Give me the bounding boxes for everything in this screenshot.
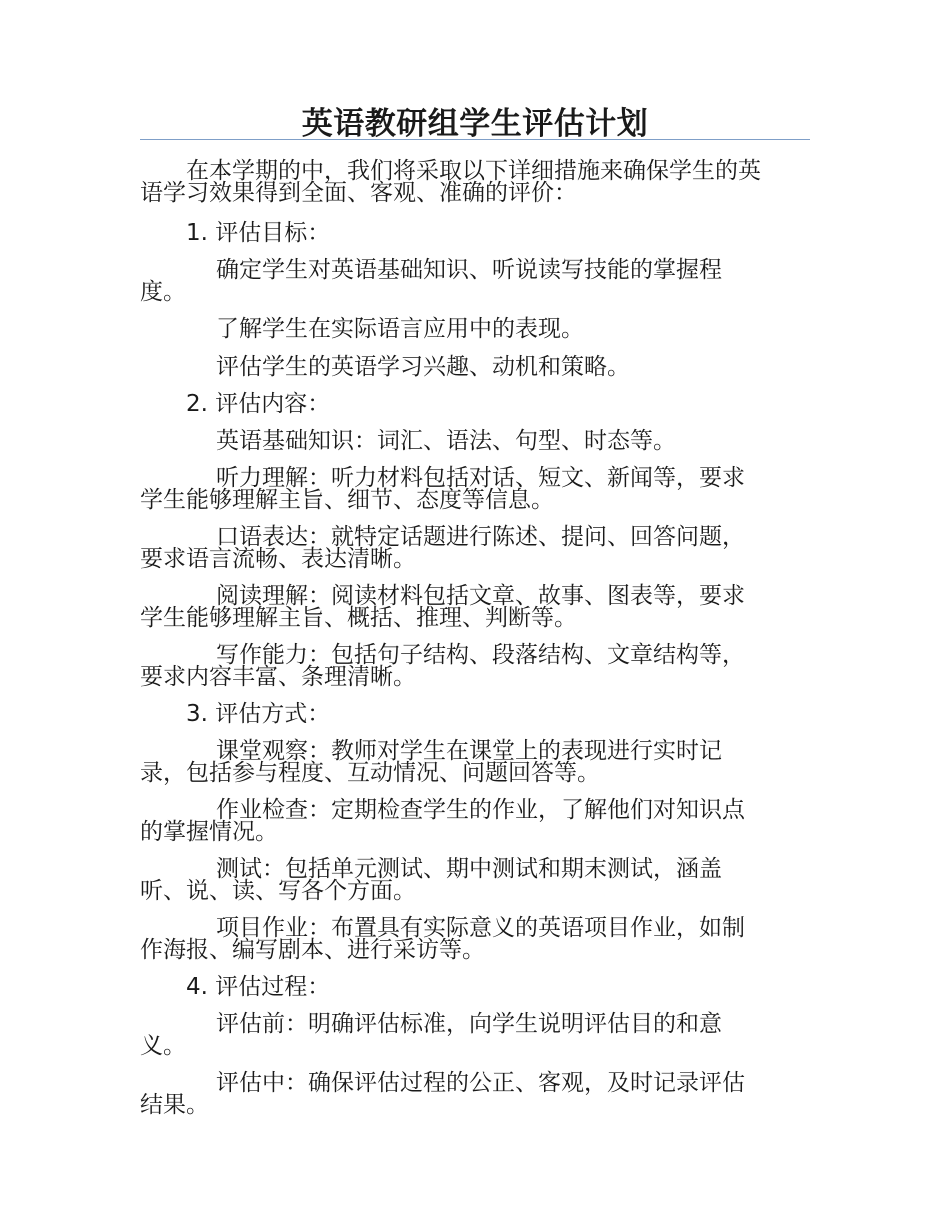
- list-item: 阅读理解：阅读材料包括文章、故事、图表等，要求 学生能够理解主旨、概括、推理、判断等。: [140, 583, 745, 631]
- list-item: 评估中：确保评估过程的公正、客观，及时记录评估 结果。: [140, 1070, 745, 1118]
- section-heading-1: 1. 评估目标：: [186, 220, 331, 246]
- list-item: 课堂观察：教师对学生在课堂上的表现进行实时记 录，包括参与程度、互动情况、问题回答等。: [140, 738, 722, 786]
- list-item: 评估学生的英语学习兴趣、动机和策略。: [216, 354, 630, 380]
- list-item: 听力理解：听力材料包括对话、短文、新闻等，要求 学生能够理解主旨、细节、态度等信息。: [140, 465, 745, 513]
- list-item: 写作能力：包括句子结构、段落结构、文章结构等， 要求内容丰富、条理清晰。: [140, 642, 745, 690]
- list-item: 测试：包括单元测试、期中测试和期末测试，涵盖 听、说、读、写各个方面。: [140, 856, 722, 904]
- section-heading-2: 2. 评估内容：: [186, 391, 331, 417]
- list-item: 评估前：明确评估标准，向学生说明评估目的和意 义。: [140, 1011, 722, 1059]
- list-item: 确定学生对英语基础知识、听说读写技能的掌握程 度。: [140, 257, 722, 305]
- section-heading-3: 3. 评估方式：: [186, 701, 331, 727]
- list-item: 了解学生在实际语言应用中的表现。: [216, 316, 584, 342]
- intro-paragraph: [140, 160, 810, 204]
- list-item: 英语基础知识：词汇、语法、句型、时态等。: [216, 428, 676, 454]
- document-title: 英语教研组学生评估计划: [301, 106, 649, 142]
- list-item: 作业检查：定期检查学生的作业，了解他们对知识点 的掌握情况。: [140, 797, 745, 845]
- list-item: 项目作业：布置具有实际意义的英语项目作业，如制 作海报、编写剧本、进行采访等。: [140, 915, 745, 963]
- list-item: 口语表达：就特定话题进行陈述、提问、回答问题， 要求语言流畅、表达清晰。: [140, 524, 745, 572]
- intro-line-2: 语学习效果得到全面、客观、准确的评价：: [140, 180, 577, 206]
- title-underline: [140, 139, 810, 140]
- section-heading-4: 4. 评估过程：: [186, 974, 331, 1000]
- intro-line-1: 在本学期的中，我们将采取以下详细措施来确保学生的英: [186, 158, 761, 184]
